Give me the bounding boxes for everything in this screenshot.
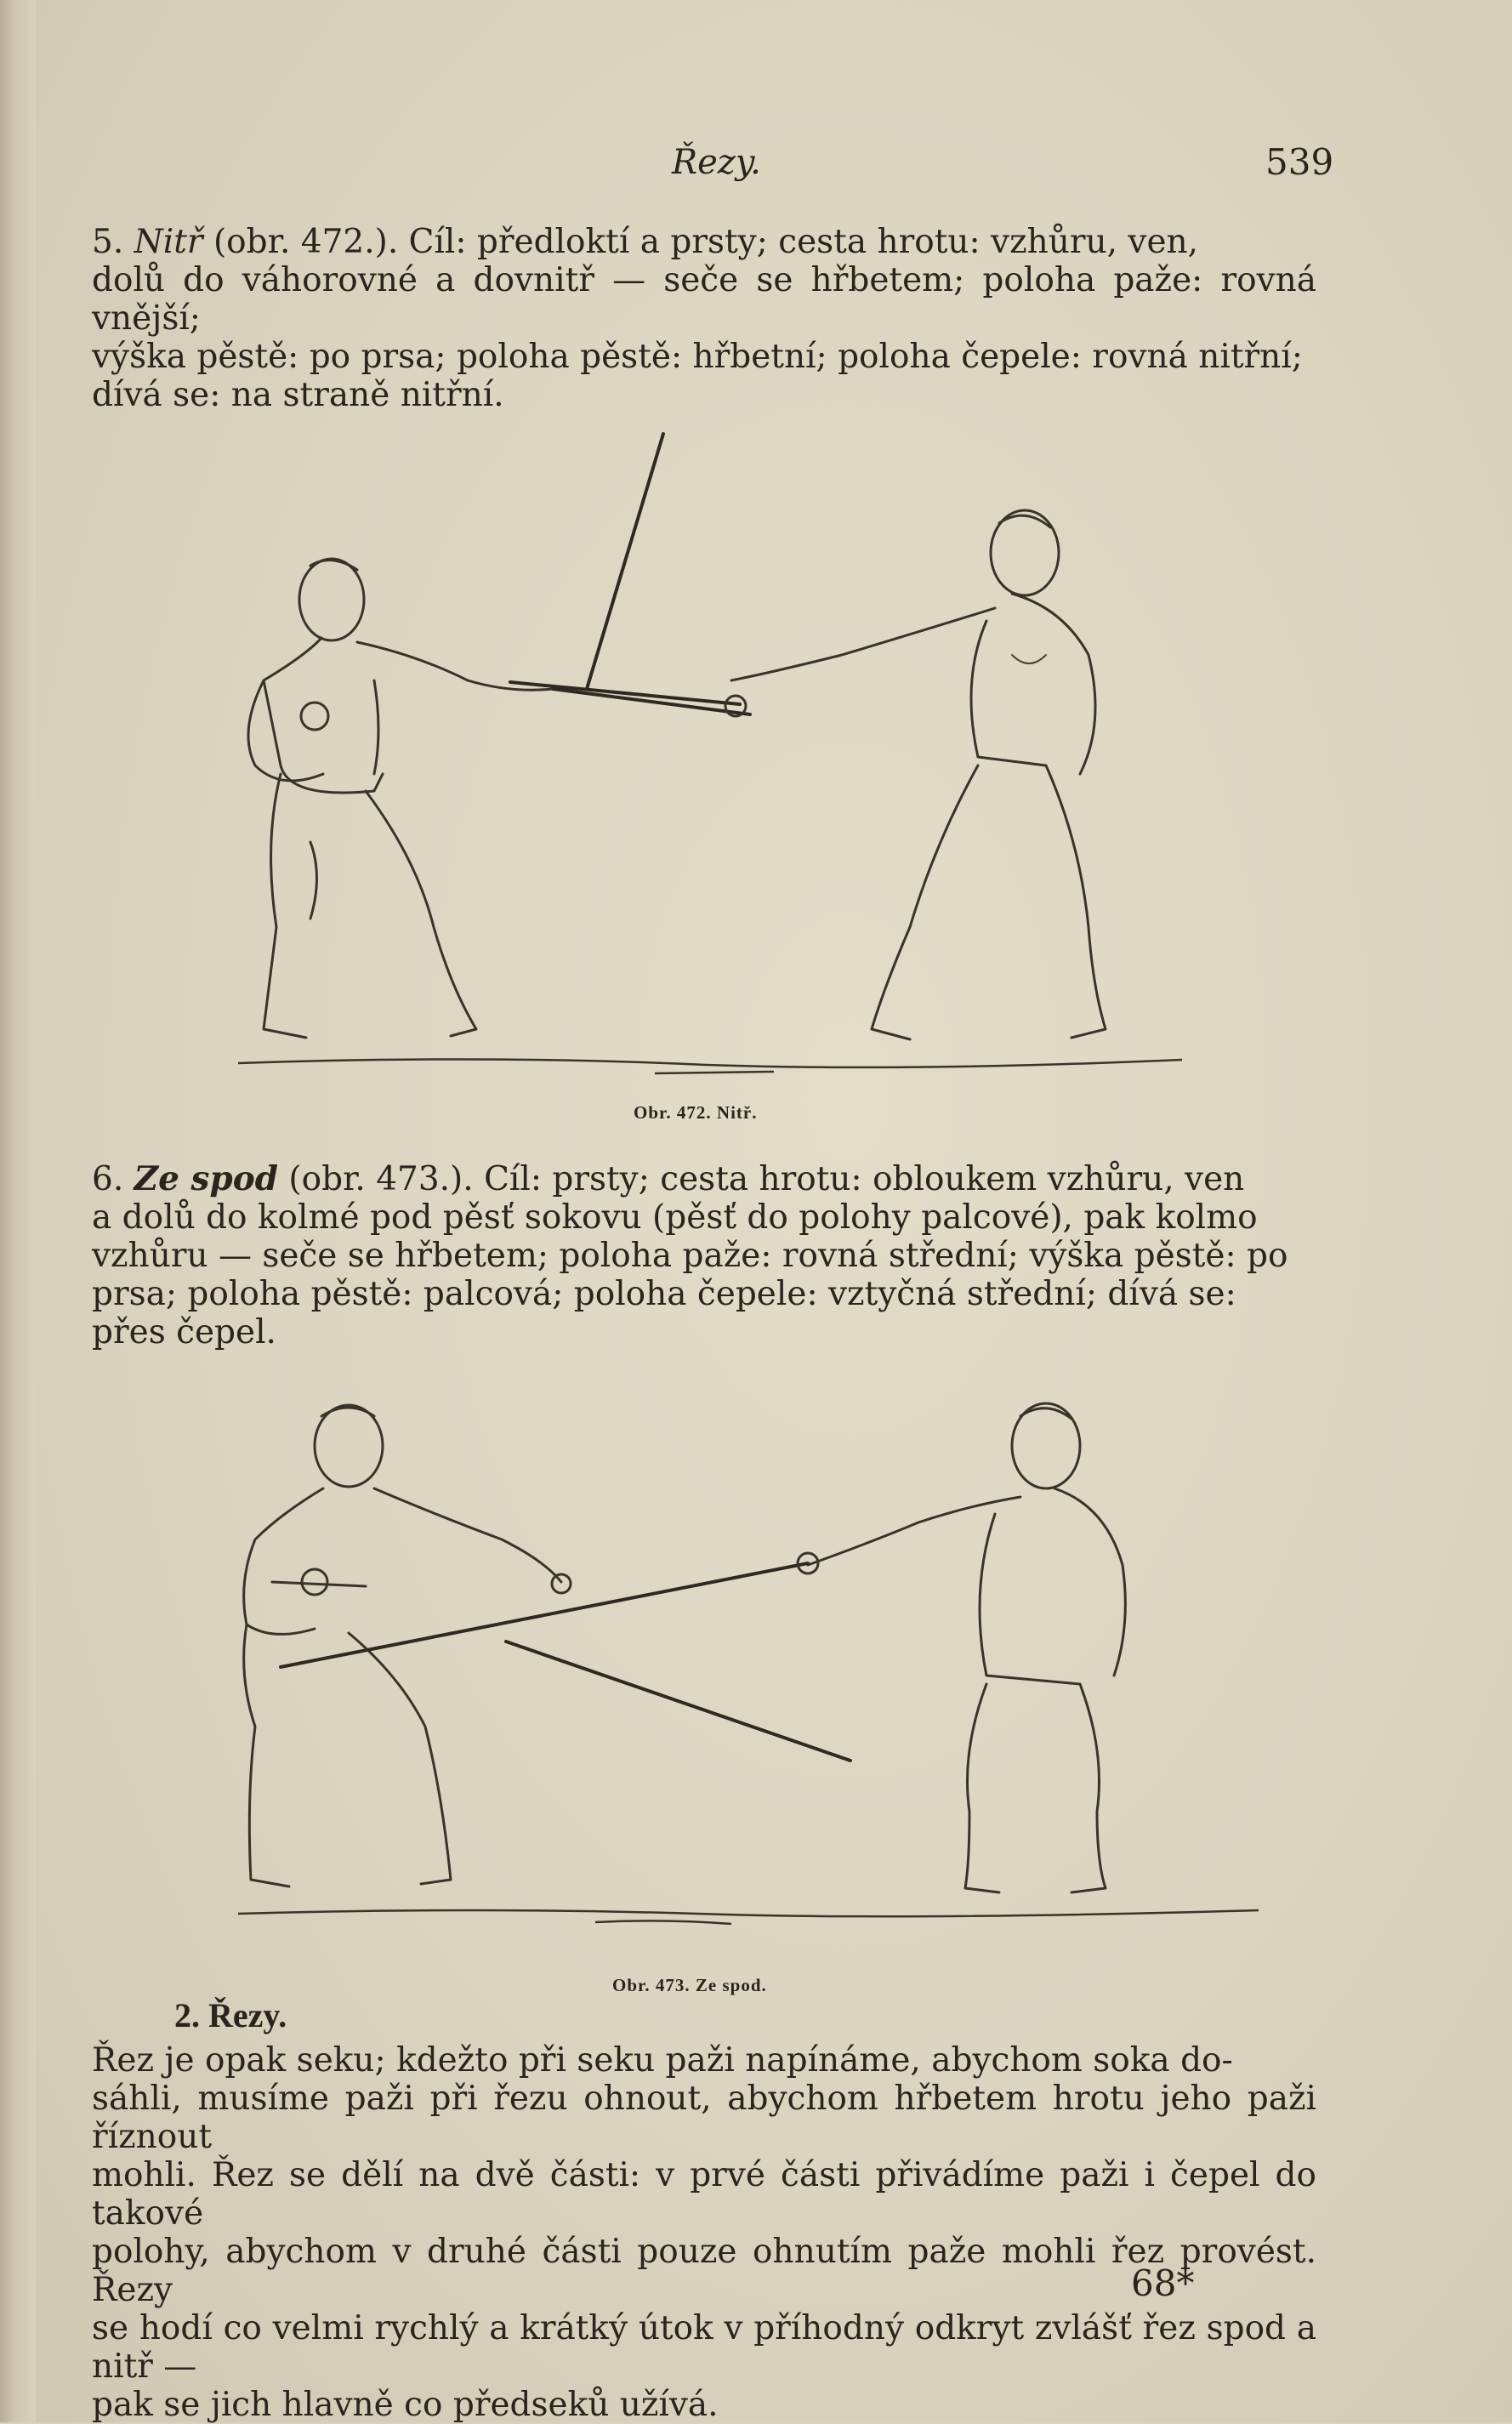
item-number: 5. [92, 223, 124, 261]
text-line: mohli. Řez se dělí na dvě části: v prvé části přivádíme paži i čepel do takové [92, 2156, 1316, 2233]
signature-mark: 68* [1131, 2262, 1195, 2304]
text-line: dívá se: na straně nitřní. [92, 376, 504, 414]
paragraph-ze-spod [92, 1160, 1316, 1351]
text-line: dolů do váhorovné a dovnitř — seče se hřbetem; poloha paže: rovná vnější; [92, 261, 1316, 338]
paragraph-nitr [92, 223, 1316, 414]
figure-473-caption: Obr. 473. Ze spod. [612, 1975, 767, 1995]
text-line: Řez je opak seku; kdežto při seku paži napínáme, abychom soka do- [92, 2041, 1233, 2080]
text-line: (obr. 472.). Cíl: předloktí a prsty; cesta hrotu: vzhůru, ven, [213, 223, 1199, 261]
text-line: (obr. 473.). Cíl: prsty; cesta hrotu: obloukem vzhůru, ven [288, 1160, 1245, 1198]
text-line: přes čepel. [92, 1313, 276, 1351]
text-line: výška pěstě: po prsa; poloha pěstě: hřbetní; poloha čepele: rovná nitřní; [92, 338, 1303, 376]
text-line: se hodí co velmi rychlý a krátký útok v příhodný odkryt zvlášť řez spod a nitř — [92, 2309, 1316, 2386]
item-name: Ze spod [134, 1159, 278, 1198]
page-number: 539 [1265, 141, 1334, 183]
figure-472-illustration [230, 400, 1208, 1106]
book-binding-shadow [0, 0, 36, 2422]
fencers-sketch-473 [221, 1369, 1284, 1965]
text-line: polohy, abychom v druhé části pouze ohnutím paže mohli řez provést. Řezy [92, 2233, 1316, 2309]
paragraph-rezy [92, 2041, 1316, 2424]
text-line: prsa; poloha pěstě: palcová; poloha čepele: vztyčná střední; dívá se: [92, 1275, 1236, 1313]
item-name: Nitř [134, 223, 203, 261]
text-line: sáhli, musíme paži při řezu ohnout, abychom hřbetem hrotu jeho paži říznout [92, 2080, 1316, 2156]
section-heading: 2. Řezy. [174, 1996, 287, 2034]
text-line: a dolů do kolmé pod pěsť sokovu (pěsť do polohy palcové), pak kolmo [92, 1198, 1258, 1237]
figure-472-caption: Obr. 472. Nitř. [634, 1102, 758, 1123]
text-line: pak se jich hlavně co předseků užívá. [92, 2386, 719, 2424]
item-number: 6. [92, 1160, 124, 1198]
text-line: vzhůru — seče se hřbetem; poloha paže: rovná střední; výška pěstě: po [92, 1237, 1288, 1275]
running-header-title: Řezy. [672, 143, 761, 182]
fencers-sketch-472 [230, 400, 1208, 1106]
figure-473-illustration [221, 1369, 1284, 1965]
